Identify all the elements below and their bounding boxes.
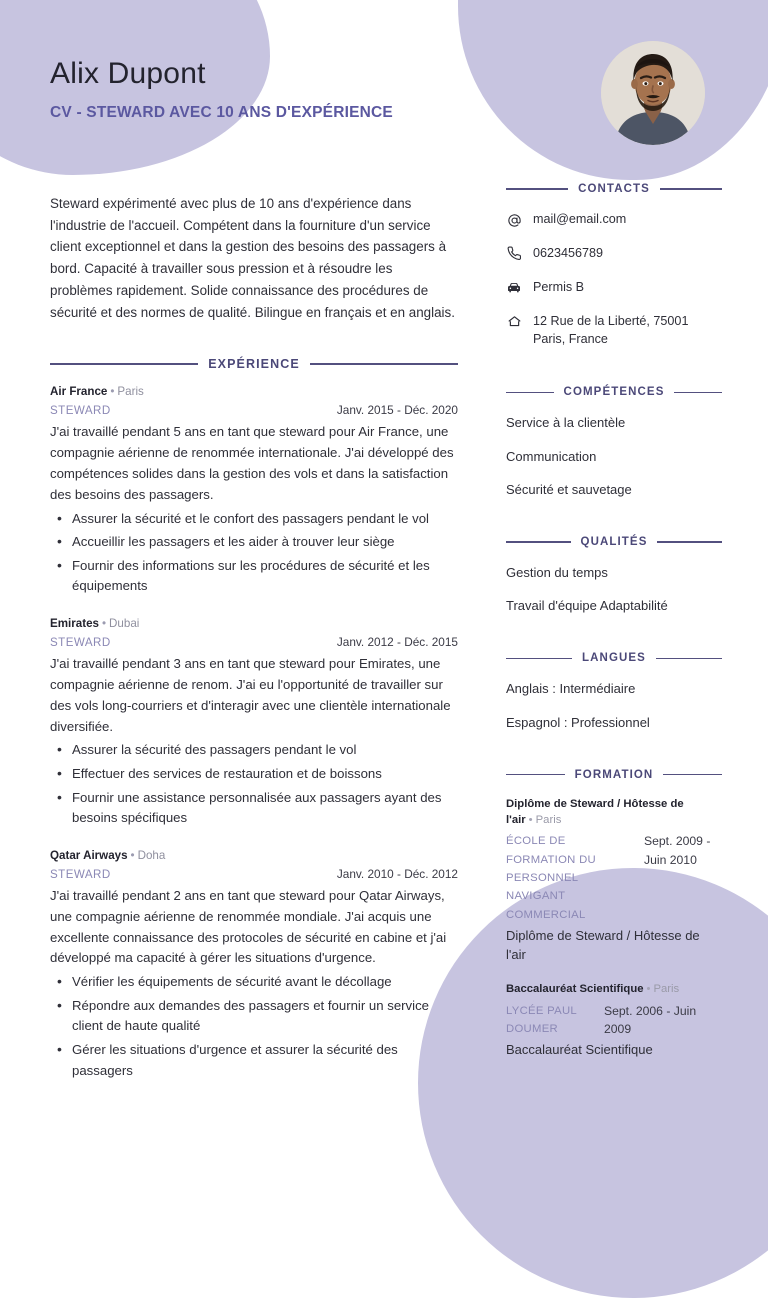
experience-company: Air France: [50, 385, 108, 399]
section-title: LANGUES: [582, 652, 646, 665]
list-item: Sécurité et sauvetage: [506, 481, 632, 497]
rule-left: [506, 774, 565, 776]
experience-entry: [50, 617, 458, 829]
education-degree: Baccalauréat Scientifique: [506, 982, 644, 995]
experience-city: Dubai: [109, 617, 140, 631]
rule-right: [656, 658, 722, 660]
contact-value: mail@email.com: [533, 212, 627, 226]
experience-description: J'ai travaillé pendant 5 ans en tant que steward pour Air France, une compagnie aérienne de renommée internationale. J'ai développé des compétences solides dans la gestion des vols et dans la satisfaction des besoins des passagers.: [50, 424, 454, 502]
sidebar-column: [492, 175, 768, 1101]
rule-left: [50, 363, 198, 365]
experience-role: STEWARD: [50, 636, 111, 650]
at-sign-icon: [506, 212, 522, 228]
education-dates: Sept. 2009 - Juin 2010: [644, 834, 711, 867]
list-item: • Accueillir les passagers et les aider à trouver leur siège: [50, 532, 458, 553]
list-item: • Fournir des informations sur les procédures de sécurité et les équipements: [50, 556, 458, 597]
experience-city: Doha: [137, 848, 166, 862]
list-item: • Vérifier les équipements de sécurité avant le décollage: [50, 972, 458, 993]
experience-bullet-list: [50, 509, 458, 597]
rule-right: [657, 541, 722, 543]
experience-company: Emirates: [50, 617, 99, 631]
home-icon: [506, 314, 522, 330]
spacer: [506, 364, 722, 386]
phone-icon: [506, 246, 522, 262]
profile-photo-illustration: [601, 41, 705, 145]
education-degree-line: [506, 982, 722, 998]
experience-city: Paris: [117, 385, 144, 399]
main-column: [0, 175, 492, 1101]
rule-right: [660, 188, 722, 190]
rule-left: [506, 392, 554, 394]
education-city: Paris: [653, 982, 680, 995]
experience-company: Qatar Airways: [50, 848, 128, 862]
contact-phone[interactable]: [506, 245, 722, 263]
contact-address: [506, 313, 722, 349]
section-header-formation: [506, 769, 722, 781]
section-title: EXPÉRIENCE: [208, 357, 300, 372]
experience-role-line: [50, 867, 458, 881]
list-item: Anglais : Intermédiaire: [506, 681, 636, 697]
contact-value: 0623456789: [533, 245, 604, 260]
experience-bullet-list: [50, 972, 458, 1081]
separator-dot: •: [646, 982, 651, 995]
section-title: FORMATION: [574, 768, 654, 781]
education-school-line: [506, 832, 722, 923]
experience-dates: Janv. 2010 - Déc. 2012: [336, 866, 458, 881]
experience-company-line: [50, 849, 458, 862]
rule-left: [506, 541, 571, 543]
list-item: • Effectuer des services de restauration et de boissons: [50, 764, 458, 785]
resume-header: [0, 0, 768, 175]
section-header-qualites: [506, 536, 722, 548]
separator-dot: •: [110, 385, 115, 399]
page-title: Alix Dupont: [50, 57, 206, 90]
contact-value: 12 Rue de la Liberté, 75001 Paris, France: [533, 313, 689, 346]
education-entry: [506, 982, 722, 1060]
education-entry: [506, 797, 722, 965]
list-item: • Répondre aux demandes des passagers et fournir un service client de haute qualité: [50, 996, 458, 1037]
separator-dot: •: [528, 813, 533, 826]
separator-dot: •: [101, 617, 107, 631]
experience-description: J'ai travaillé pendant 3 ans en tant que steward pour Emirates, une compagnie aérienne de renom. J'ai eu l'opportunité de travailler sur des vols long-courriers et d'interagir avec une clientèle internationale diversifiée.: [50, 656, 451, 734]
education-degree: Diplôme de Steward / Hôtesse de l'air: [506, 797, 684, 826]
list-item: • Fournir une assistance personnalisée aux passagers ayant des besoins spécifiques: [50, 788, 458, 829]
experience-bullet-list: [50, 740, 458, 828]
list-item: • Assurer la sécurité des passagers pendant le vol: [50, 740, 458, 761]
experience-role-line: [50, 403, 458, 417]
list-item: Travail d'équipe Adaptabilité: [506, 598, 668, 614]
section-header-competences: [506, 386, 722, 398]
list-item: Service à la clientèle: [506, 415, 626, 431]
section-title: QUALITÉS: [580, 535, 648, 548]
education-description: Diplôme de Steward / Hôtesse de l'air: [506, 927, 700, 963]
experience-dates: Janv. 2012 - Déc. 2015: [336, 635, 458, 650]
header-subtitle: CV - STEWARD AVEC 10 ANS D'EXPÉRIENCE: [50, 104, 393, 121]
experience-role-line: [50, 635, 458, 649]
section-header-contacts: [506, 183, 722, 195]
list-item: • Gérer les situations d'urgence et assurer la sécurité des passagers: [50, 1040, 458, 1081]
experience-company-line: [50, 385, 458, 398]
section-title: CONTACTS: [578, 183, 650, 195]
contact-email[interactable]: [506, 211, 722, 229]
list-item: Gestion du temps: [506, 564, 608, 580]
experience-entry: [50, 385, 458, 597]
spacer: [506, 747, 722, 769]
resume-body: [0, 175, 768, 1101]
experience-role: STEWARD: [50, 867, 111, 881]
avatar: [601, 41, 705, 145]
profile-summary: Steward expérimenté avec plus de 10 ans d'expérience dans l'industrie de l'accueil. Compétent dans la fourniture d'un service client exceptionnel et dans la gestion des besoins des passagers à bord. Capacité à travailler sous pression et à résoudre les problèmes rapidement. Solide connaissance des procédures de sécurité et des normes de qualité. Bilingue en français et en anglais.: [50, 196, 455, 320]
contact-driving-licence: [506, 279, 722, 297]
rule-right: [674, 392, 722, 394]
rule-left: [506, 658, 572, 660]
spacer: [506, 514, 722, 536]
experience-entry: [50, 849, 458, 1081]
education-school: LYCÉE PAUL DOUMER: [506, 1004, 577, 1035]
car-icon: [506, 280, 522, 296]
experience-company-line: [50, 617, 458, 630]
rule-right: [310, 363, 458, 365]
rule-left: [506, 188, 568, 190]
list-item: Espagnol : Professionnel: [506, 714, 650, 730]
experience-dates: Janv. 2015 - Déc. 2020: [336, 403, 458, 418]
education-dates: Sept. 2006 - Juin 2009: [604, 1003, 697, 1036]
section-title: COMPÉTENCES: [563, 386, 665, 399]
education-description: Baccalauréat Scientifique: [506, 1042, 653, 1058]
education-degree-line: [506, 797, 722, 829]
experience-description: J'ai travaillé pendant 2 ans en tant que steward pour Qatar Airways, une compagnie aérienne de renommée mondiale. J'ai acquis une excellente connaissance des protocoles de sécurité en cabine et j'ai développé ma capacité à gérer les situations d'urgence.: [50, 887, 447, 966]
separator-dot: •: [130, 848, 135, 862]
spacer: [506, 630, 722, 652]
education-city: Paris: [535, 813, 562, 826]
education-school: ÉCOLE DE FORMATION DU PERSONNEL NAVIGANT COMMERCIAL: [506, 835, 596, 921]
education-school-line: [506, 1002, 722, 1039]
list-item: • Assurer la sécurité et le confort des passagers pendant le vol: [50, 509, 458, 530]
list-item: Communication: [506, 448, 597, 464]
rule-right: [663, 774, 722, 776]
section-header-langues: [506, 652, 722, 664]
experience-role: STEWARD: [50, 404, 111, 418]
section-header-experience: [50, 357, 458, 371]
contact-value: Permis B: [533, 279, 585, 294]
